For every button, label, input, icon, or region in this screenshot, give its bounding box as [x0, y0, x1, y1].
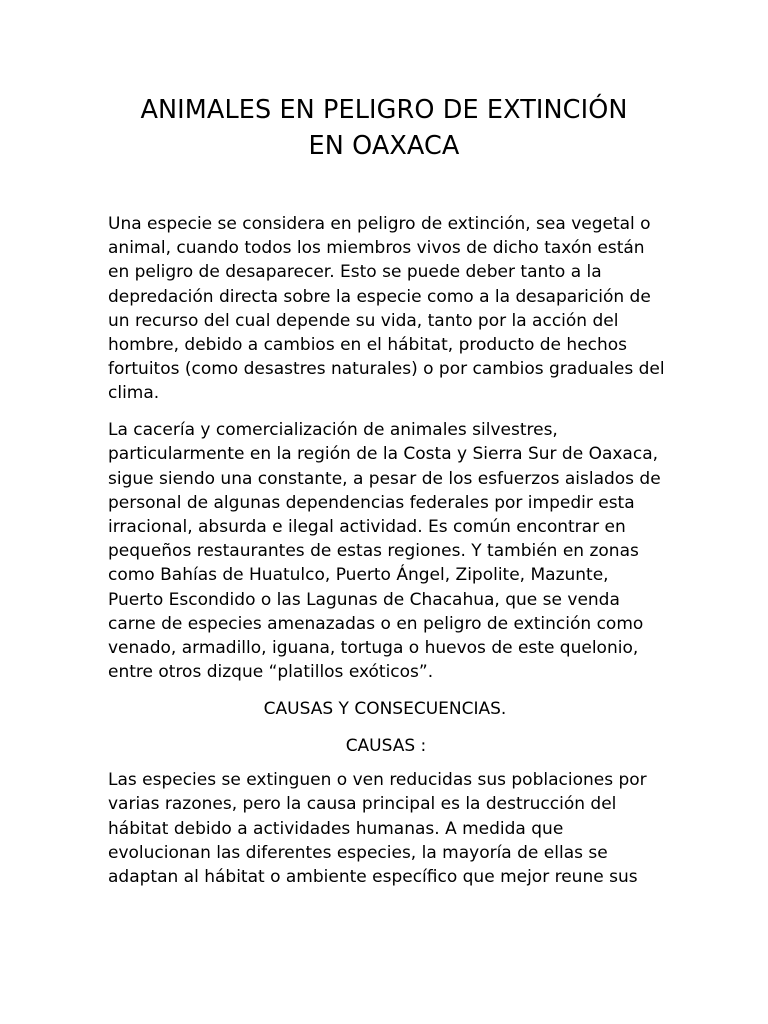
- paragraph-causes: Las especies se extinguen o ven reducidas sus poblaciones por varias razones, pero la causa principal es la destrucción del hábitat debido a actividades humanas. A medida que evolucionan las diferentes especies, la mayoría de ellas se adaptan al hábitat o ambiente específico que mejor reune sus: [108, 770, 647, 888]
- title-line-1: ANIMALES EN PELIGRO DE EXTINCIÓN: [140, 95, 628, 125]
- subsection-heading: CAUSAS :: [345, 736, 427, 757]
- section-heading: CAUSAS Y CONSECUENCIAS.: [263, 698, 507, 719]
- paragraph-hunting: La cacería y comercialización de animales silvestres, particularmente en la región de la Costa y Sierra Sur de Oaxaca, sigue siendo una constante, a pesar de los esfuerzos aislados de personal de algunas dependencias federales por impedir esta irracional, absurda e ilegal actividad. Es común encontrar en pequeños restaurantes de estas regiones. Y también en zonas como Bahías de Huatulco, Puerto Ángel, Zipolite, Mazunte, Puerto Escondido o las Lagunas de Chacahua, que se venda carne de especies amenazadas o en peligro de extinción como venado, armadillo, iguana, tortuga o huevos de este quelonio, entre otros dizque “platillos exóticos”.: [108, 420, 661, 683]
- document-body: [108, 212, 668, 902]
- title-line-2: EN OAXACA: [308, 131, 460, 161]
- document-title: [0, 92, 768, 164]
- paragraph-intro: Una especie se considera en peligro de extinción, sea vegetal o animal, cuando todos los miembros vivos de dicho taxón están en peligro de desaparecer. Esto se puede deber tanto a la depredación directa sobre la especie como a la desaparición de un recurso del cual depende su vida, tanto por la acción del hombre, debido a cambios en el hábitat, producto de hechos fortuitos (como desastres naturales) o por cambios graduales del clima.: [108, 214, 665, 404]
